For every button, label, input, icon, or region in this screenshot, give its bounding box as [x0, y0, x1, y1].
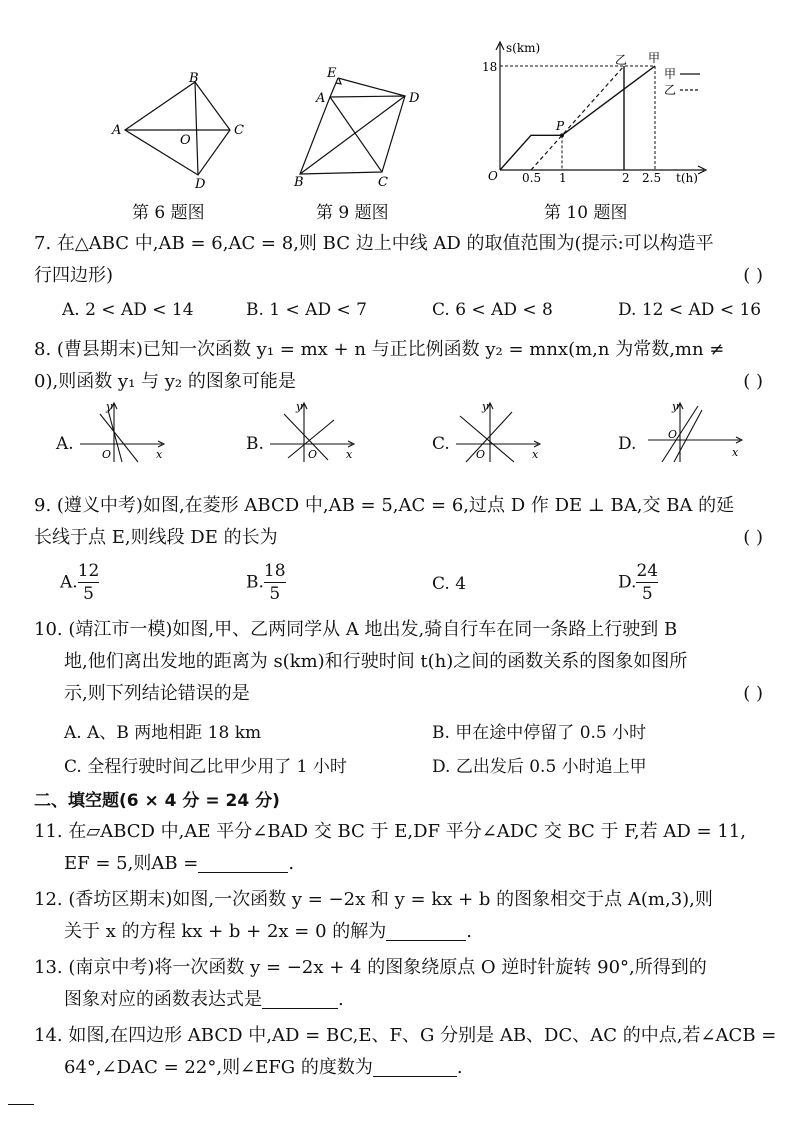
fig9-label-a: A [316, 91, 326, 106]
q8-graph-d [644, 400, 744, 466]
q7-line2 [34, 260, 779, 292]
q10-line1: 10. (靖江市一模)如图,甲、乙两同学从 A 地出发,骑自行车在同一条路上行驶到 B [34, 619, 678, 640]
q9-line1: 9. (遵义中考)如图,在菱形 ABCD 中,AB = 5,AC = 6,过点 D 作 DE ⊥ BA,交 BA 的延 [34, 495, 735, 516]
q9-option-d[interactable]: D. $\frac{24}{5}$ [618, 561, 659, 604]
svg-text:y: y [672, 400, 679, 413]
figure-9 [290, 62, 430, 190]
q9-option-c[interactable]: C. 4 [432, 574, 467, 594]
q7-line2-text: 行四边形) [34, 265, 114, 286]
fig10-legend-yi: 乙 [664, 83, 677, 97]
fig10-ytick-18: 18 [482, 60, 498, 74]
q8-line1: 8. (曹县期末)已知一次函数 y₁ = mx + n 与正比例函数 y₂ = mnx(m,n 为常数,mn ≠ [34, 339, 725, 360]
svg-text:O: O [476, 448, 486, 461]
figure-6 [110, 70, 250, 190]
q10-option-a[interactable]: A. A、B 两地相距 18 km [64, 723, 262, 743]
q9-option-b[interactable]: B. $\frac{18}{5}$ [246, 561, 286, 604]
q10-option-d[interactable]: D. 乙出发后 0.5 小时追上甲 [432, 757, 647, 777]
q8-option-d[interactable]: D. [618, 434, 637, 454]
q14-line1: 14. 如图,在四边形 ABCD 中,AD = BC,E、F、G 分别是 AB、DC、AC 的中点,若∠ACB = [34, 1025, 777, 1046]
q7-option-d[interactable]: D. 12 < AD < 16 [618, 300, 762, 320]
svg-text:x: x [156, 448, 163, 461]
q13-answer-blank[interactable] [262, 988, 338, 1009]
point-p [560, 133, 564, 137]
q10-line3 [64, 678, 779, 710]
svg-text:O: O [102, 448, 112, 461]
svg-text:x: x [532, 448, 539, 461]
fig10-top-label-yi: 乙 [615, 53, 628, 67]
fig6-label-a: A [112, 123, 122, 138]
q8-line2-text: 0),则函数 y₁ 与 y₂ 的图象可能是 [34, 371, 296, 392]
section-2-heading: 二、填空题(6 × 4 分 = 24 分) [34, 791, 280, 811]
q13-line2: 图象对应的函数表达式是 . [64, 989, 344, 1010]
q7-option-a[interactable]: A. 2 < AD < 14 [62, 300, 194, 320]
q9-answer-paren[interactable]: ( ) [743, 527, 763, 548]
svg-text:x: x [732, 446, 739, 459]
q8-option-a[interactable]: A. [56, 434, 74, 454]
q8-graph-a [76, 400, 168, 466]
q7-answer-paren[interactable]: ( ) [743, 265, 763, 286]
fig6-label-d: D [195, 177, 206, 192]
q14-line2: 64°,∠DAC = 22°,则∠EFG 的度数为 . [64, 1057, 463, 1078]
q10-answer-paren[interactable]: ( ) [743, 683, 763, 704]
q9-option-a[interactable]: A. $\frac{12}{5}$ [60, 561, 100, 604]
svg-text:y: y [106, 400, 113, 413]
fig10-ylabel: s(km) [506, 41, 541, 55]
series-jia-line [500, 66, 655, 170]
fig6-label-o: O [180, 133, 191, 148]
fig6-caption: 第 6 题图 [132, 203, 205, 223]
fig10-top-label-jia: 甲 [648, 51, 661, 65]
q8-line2 [34, 366, 779, 398]
q8-graph-c [452, 400, 544, 466]
fig9-caption: 第 9 题图 [316, 203, 389, 223]
q10-line3-text: 示,则下列结论错误的是 [64, 683, 250, 704]
fig10-xtick-2.5: 2.5 [642, 171, 662, 185]
figure-10-chart [484, 36, 734, 188]
q11-line1: 11. 在▱ABCD 中,AE 平分∠BAD 交 BC 于 E,DF 平分∠ADC 交 BC 于 F,若 AD = 11, [34, 821, 746, 842]
q8-answer-paren[interactable]: ( ) [743, 371, 763, 392]
fig10-origin: O [488, 169, 498, 183]
series-yi-line [531, 66, 624, 170]
fig10-xlabel: t(h) [676, 171, 698, 185]
fig10-xtick-1: 1 [559, 171, 567, 185]
fig9-label-b: B [294, 175, 304, 190]
q10-option-b[interactable]: B. 甲在途中停留了 0.5 小时 [432, 723, 647, 743]
q9-line2-text: 长线于点 E,则线段 DE 的长为 [34, 527, 278, 548]
fig10-xtick-0.5: 0.5 [522, 171, 542, 185]
q8-option-c[interactable]: C. [432, 434, 450, 454]
q12-line2: 关于 x 的方程 kx + b + 2x = 0 的解为 . [64, 921, 472, 942]
fig6-label-b: B [189, 71, 199, 86]
svg-text:y: y [296, 400, 303, 413]
fig10-xtick-2: 2 [622, 171, 630, 185]
page-footer-rule [8, 1104, 34, 1105]
q7-option-b[interactable]: B. 1 < AD < 7 [246, 300, 367, 320]
fig10-legend-jia: 甲 [664, 67, 677, 81]
svg-text:O: O [668, 428, 678, 441]
q7-option-c[interactable]: C. 6 < AD < 8 [432, 300, 553, 320]
q13-line1: 13. (南京中考)将一次函数 y = −2x + 4 的图象绕原点 O 逆时针旋转 90°,所得到的 [34, 957, 707, 978]
fig10-point-p: P [556, 119, 565, 133]
q14-answer-blank[interactable] [373, 1056, 457, 1077]
fig10-caption: 第 10 题图 [544, 203, 628, 223]
svg-text:O: O [308, 448, 318, 461]
fig6-label-c: C [234, 123, 244, 138]
svg-text:x: x [346, 448, 353, 461]
q9-line2 [34, 522, 779, 554]
q10-option-c[interactable]: C. 全程行驶时间乙比甲少用了 1 小时 [64, 757, 347, 777]
q10-line2: 地,他们离出发地的距离为 s(km)和行驶时间 t(h)之间的函数关系的图象如图所 [64, 651, 688, 672]
q8-graph-b [266, 400, 358, 466]
q11-answer-blank[interactable] [198, 852, 288, 873]
fig9-label-e: E [327, 66, 337, 81]
fig9-label-c: C [378, 175, 388, 190]
q11-line2: EF = 5,则AB = . [64, 853, 295, 874]
q12-answer-blank[interactable] [386, 920, 466, 941]
fig9-label-d: D [409, 91, 420, 106]
q12-line1: 12. (香坊区期末)如图,一次函数 y = −2x 和 y = kx + b 的图象相交于点 A(m,3),则 [34, 889, 713, 910]
svg-text:y: y [482, 400, 489, 413]
q7-line1: 7. 在△ABC 中,AB = 6,AC = 8,则 BC 边上中线 AD 的取值范围为(提示:可以构造平 [34, 233, 714, 254]
q8-option-b[interactable]: B. [246, 434, 264, 454]
